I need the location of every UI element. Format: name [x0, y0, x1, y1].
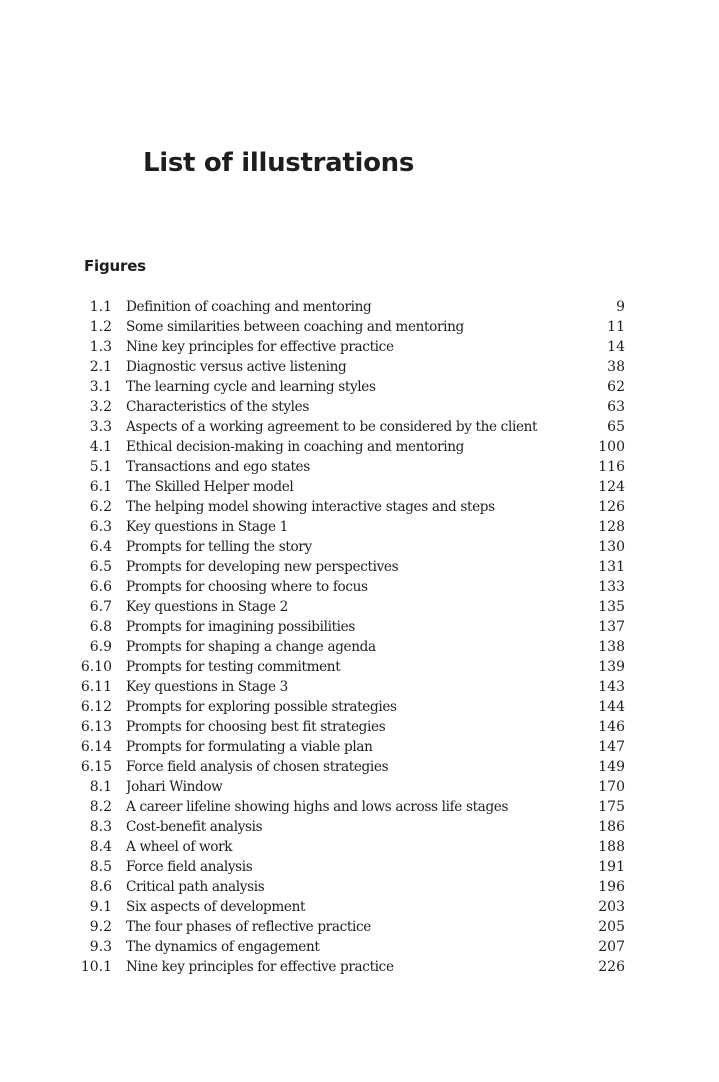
figure-number: 3.2 [89, 399, 112, 415]
figure-title: Prompts for choosing where to focus [126, 579, 368, 595]
figure-title: Six aspects of development [126, 899, 306, 915]
page-title: List of illustrations [143, 148, 415, 178]
figure-number: 8.1 [89, 779, 112, 795]
list-item [80, 857, 625, 877]
figure-number: 8.5 [89, 859, 112, 875]
figure-title: Some similarities between coaching and mentoring [126, 319, 464, 335]
figure-page-number: 65 [607, 419, 625, 435]
list-item [80, 577, 625, 597]
figure-page-number: 139 [598, 659, 625, 675]
list-item [80, 377, 625, 397]
figure-page-number: 143 [598, 679, 625, 695]
list-item [80, 537, 625, 557]
list-item [80, 817, 625, 837]
figure-title: The learning cycle and learning styles [126, 379, 376, 395]
figure-number: 6.1 [89, 479, 112, 495]
list-item [80, 497, 625, 517]
figure-page-number: 130 [598, 539, 625, 555]
figure-page-number: 196 [598, 879, 625, 895]
figure-number: 6.7 [89, 599, 112, 615]
figure-page-number: 135 [598, 599, 625, 615]
list-item [80, 457, 625, 477]
figure-number: 6.9 [89, 639, 112, 655]
figure-page-number: 124 [598, 479, 625, 495]
figure-title: Force field analysis of chosen strategies [126, 759, 389, 775]
figure-number: 8.4 [89, 839, 112, 855]
list-item [80, 757, 625, 777]
figure-title: Diagnostic versus active listening [126, 359, 347, 375]
list-item [80, 717, 625, 737]
figure-title: Transactions and ego states [126, 459, 310, 475]
figure-number: 5.1 [89, 459, 112, 475]
figure-number: 6.2 [89, 499, 112, 515]
figure-page-number: 133 [598, 579, 625, 595]
figure-number: 1.2 [89, 319, 112, 335]
figure-title: Prompts for choosing best fit strategies [126, 719, 386, 735]
figure-page-number: 11 [607, 319, 625, 335]
figure-page-number: 38 [607, 359, 625, 375]
figure-title: Prompts for formulating a viable plan [126, 739, 373, 755]
list-item [80, 897, 625, 917]
figure-page-number: 188 [598, 839, 625, 855]
figure-title: The four phases of reflective practice [126, 919, 371, 935]
list-item [80, 597, 625, 617]
figure-title: The Skilled Helper model [126, 479, 294, 495]
list-item [80, 417, 625, 437]
figure-number: 4.1 [89, 439, 112, 455]
figure-page-number: 207 [598, 939, 625, 955]
list-item [80, 517, 625, 537]
figure-page-number: 175 [598, 799, 625, 815]
figure-page-number: 170 [598, 779, 625, 795]
figure-title: Nine key principles for effective practice [126, 959, 394, 975]
figure-page-number: 146 [598, 719, 625, 735]
list-item [80, 337, 625, 357]
list-item [80, 617, 625, 637]
figure-number: 3.1 [89, 379, 112, 395]
figure-page-number: 100 [598, 439, 625, 455]
list-item [80, 917, 625, 937]
list-item [80, 437, 625, 457]
figure-number: 9.2 [89, 919, 112, 935]
figure-page-number: 128 [598, 519, 625, 535]
figure-number: 6.14 [80, 739, 112, 755]
figure-title: Prompts for testing commitment [126, 659, 341, 675]
figure-page-number: 186 [598, 819, 625, 835]
figure-number: 9.3 [89, 939, 112, 955]
figure-page-number: 138 [598, 639, 625, 655]
figure-title: Prompts for imagining possibilities [126, 619, 355, 635]
figure-number: 1.3 [89, 339, 112, 355]
figure-title: Characteristics of the styles [126, 399, 309, 415]
figure-page-number: 63 [607, 399, 625, 415]
figure-title: Key questions in Stage 3 [126, 679, 288, 695]
list-item [80, 797, 625, 817]
figure-number: 6.12 [80, 699, 112, 715]
list-item [80, 937, 625, 957]
figure-number: 10.1 [80, 959, 112, 975]
figure-title: Johari Window [126, 779, 223, 795]
figure-number: 6.3 [89, 519, 112, 535]
figure-title: Key questions in Stage 2 [126, 599, 288, 615]
list-item [80, 957, 625, 977]
figure-title: Ethical decision-making in coaching and mentoring [126, 439, 464, 455]
figure-number: 3.3 [89, 419, 112, 435]
list-item [80, 777, 625, 797]
figure-page-number: 205 [598, 919, 625, 935]
figure-number: 9.1 [89, 899, 112, 915]
figure-number: 2.1 [89, 359, 112, 375]
list-item [80, 477, 625, 497]
figure-number: 6.13 [80, 719, 112, 735]
list-item [80, 657, 625, 677]
figure-title: Prompts for exploring possible strategies [126, 699, 397, 715]
list-item [80, 837, 625, 857]
figure-page-number: 62 [607, 379, 625, 395]
list-item [80, 317, 625, 337]
figure-title: Key questions in Stage 1 [126, 519, 288, 535]
figure-title: Prompts for shaping a change agenda [126, 639, 376, 655]
figure-number: 8.3 [89, 819, 112, 835]
figure-page-number: 14 [607, 339, 625, 355]
list-item [80, 557, 625, 577]
figure-number: 6.4 [89, 539, 112, 555]
figure-title: Force field analysis [126, 859, 253, 875]
section-heading-figures: Figures [84, 257, 146, 275]
figure-page-number: 149 [598, 759, 625, 775]
figure-page-number: 147 [598, 739, 625, 755]
figure-title: Critical path analysis [126, 879, 265, 895]
figure-title: Nine key principles for effective practice [126, 339, 394, 355]
list-item [80, 637, 625, 657]
figure-title: Cost-benefit analysis [126, 819, 263, 835]
figure-number: 6.11 [80, 679, 112, 695]
list-item [80, 877, 625, 897]
list-item [80, 397, 625, 417]
figure-number: 1.1 [89, 299, 112, 315]
figure-page-number: 191 [598, 859, 625, 875]
figure-number: 6.6 [89, 579, 112, 595]
figure-number: 6.15 [80, 759, 112, 775]
figure-number: 8.2 [89, 799, 112, 815]
figure-page-number: 137 [598, 619, 625, 635]
list-item [80, 297, 625, 317]
figure-number: 6.8 [89, 619, 112, 635]
figure-list [80, 297, 625, 977]
figure-page-number: 144 [598, 699, 625, 715]
figure-number: 6.10 [80, 659, 112, 675]
figure-title: Prompts for telling the story [126, 539, 312, 555]
figure-page-number: 203 [598, 899, 625, 915]
figure-page-number: 131 [598, 559, 625, 575]
figure-number: 6.5 [89, 559, 112, 575]
figure-title: The dynamics of engagement [126, 939, 320, 955]
list-item [80, 357, 625, 377]
figure-page-number: 226 [598, 959, 625, 975]
figure-title: Aspects of a working agreement to be considered by the client [126, 419, 538, 435]
list-item [80, 737, 625, 757]
figure-page-number: 9 [616, 299, 625, 315]
figure-title: A career lifeline showing highs and lows across life stages [126, 799, 509, 815]
list-item [80, 697, 625, 717]
figure-title: The helping model showing interactive stages and steps [126, 499, 495, 515]
list-item [80, 677, 625, 697]
figure-page-number: 126 [598, 499, 625, 515]
figure-title: Definition of coaching and mentoring [126, 299, 372, 315]
figure-page-number: 116 [598, 459, 625, 475]
figure-number: 8.6 [89, 879, 112, 895]
figure-title: A wheel of work [126, 839, 233, 855]
figure-title: Prompts for developing new perspectives [126, 559, 399, 575]
